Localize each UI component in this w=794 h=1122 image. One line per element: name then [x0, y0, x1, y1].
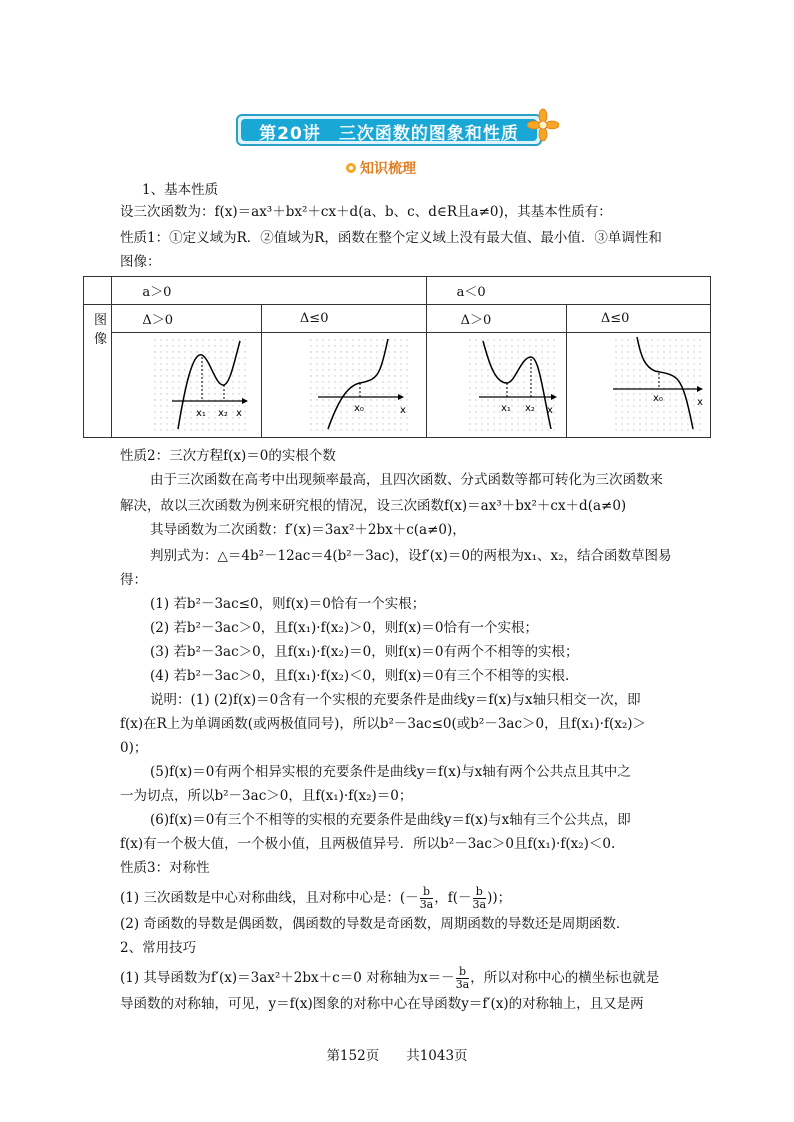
discriminant-line-2: 得： [120, 572, 147, 588]
label-x: x [236, 408, 243, 419]
label-x1: x₁ [196, 408, 207, 419]
label-x2: x₂ [218, 408, 229, 419]
symmetry-center-line [120, 886, 511, 911]
header-delta-le-1: Δ≤0 [261, 305, 426, 333]
header-a-positive: a＞0 [112, 277, 426, 305]
fraction-denominator: 3a [472, 898, 487, 911]
symmetry-text-c: ))； [487, 890, 512, 906]
graph-cell-3 [426, 333, 566, 438]
note-line-5: 一为切点，所以b²－3ac＞0，且f(x₁)·f(x₂)＝0； [120, 788, 413, 804]
header-delta-pos-2: Δ＞0 [426, 305, 566, 333]
header-delta-le-2: Δ≤0 [566, 305, 710, 333]
fraction-b-3a-3 [456, 966, 470, 991]
label-x: x [696, 397, 703, 408]
case-4: (4) 若b²－3ac＞0，且f(x₁)·f(x₂)＜0，则f(x)＝0有三个不相等的实根. [150, 668, 570, 684]
note-line-2: f(x)在R上为单调函数(或两极值同号)，所以b²－3ac≤0(或b²－3ac＞0，且f(x₁)·f(x₂)＞ [120, 716, 647, 732]
graph-a-pos-delta-pos [112, 333, 256, 437]
section-icon [344, 160, 358, 179]
property-2-text-1: 由于三次函数在高考中出现频率最高，且四次函数、分式函数等都可转化为三次函数来 [150, 472, 663, 488]
symmetry-text-b: ，f(－ [434, 890, 472, 906]
fraction-numerator: b [420, 886, 434, 899]
heading-basic-properties: 1、基本性质 [142, 182, 219, 198]
label-x: x [546, 405, 553, 416]
label-x2: x₂ [524, 403, 535, 414]
note-line-7: f(x)有一个极大值，一个极小值，且两极值异号．所以b²－3ac＞0且f(x₁)·f(x₂)＜0. [120, 836, 616, 852]
note-line-4: (5)f(x)＝0有两个相异实根的充要条件是曲线y＝f(x)与x轴有两个公共点且其中之 [150, 764, 631, 780]
row-label-graph: 图像 [84, 305, 112, 438]
label-x1: x₁ [500, 403, 511, 414]
property-3-title: 性质3：对称性 [120, 860, 210, 876]
label-x0: x₀ [353, 403, 364, 414]
derivative-line: 其导函数为二次函数：f′(x)＝3ax²＋2bx＋c(a≠0)， [150, 522, 466, 538]
note-line-6: (6)f(x)＝0有三个不相等的实根的充要条件是曲线y＝f(x)与x轴有三个公共点，即 [150, 812, 631, 828]
tip-1-line-1 [120, 966, 659, 991]
fraction-numerator: b [473, 886, 487, 899]
tip-text-b: ，所以对称中心的横坐标也就是 [470, 970, 660, 986]
property-1-line2: 图像： [120, 254, 161, 270]
fraction-denominator: 3a [419, 898, 434, 911]
property-2-text-2: 解决，故以三次函数为例来研究根的情况，设三次函数f(x)＝ax³＋bx²＋cx＋d(a≠0) [120, 498, 627, 514]
table-corner [84, 277, 112, 305]
case-1: (1) 若b²－3ac≤0，则f(x)＝0恰有一个实根； [150, 596, 426, 612]
graph-a-pos-delta-le [262, 333, 420, 437]
chapter-banner [236, 114, 542, 146]
graph-table [83, 276, 711, 438]
tips-title: 2、常用技巧 [120, 940, 197, 956]
graph-cell-4 [566, 333, 710, 438]
note-line-1: 说明：(1) (2)f(x)＝0含有一个实根的充要条件是曲线y＝f(x)与x轴只相交一次，即 [150, 692, 641, 708]
graph-cell-1 [112, 333, 262, 438]
graph-cell-2 [261, 333, 426, 438]
tip-text-a: (1) 其导函数为f′(x)＝3ax²＋2bx＋c＝0 对称轴为x＝－ [120, 970, 455, 986]
derivative-parity-line: (2) 奇函数的导数是偶函数，偶函数的导数是奇函数，周期函数的导数还是周期函数． [120, 916, 630, 932]
fraction-numerator: b [456, 966, 470, 979]
symmetry-text-a: (1) 三次函数是中心对称曲线，且对称中心是：(－ [120, 890, 419, 906]
fraction-b-3a [420, 886, 434, 911]
section-heading: 知识梳理 [360, 161, 416, 177]
fraction-b-3a-2 [473, 886, 487, 911]
fraction-denominator: 3a [455, 978, 470, 991]
cubic-definition: 设三次函数为：f(x)＝ax³＋bx²＋cx＋d(a、b、c、d∈R且a≠0)，其基本性质有： [120, 204, 612, 220]
property-1-line1: 性质1：①定义域为R．②值域为R，函数在整个定义域上没有最大值、最小值．③单调性和 [120, 230, 662, 246]
chapter-title: 第20讲 三次函数的图象和性质 [259, 124, 519, 144]
property-2-title: 性质2：三次方程f(x)＝0的实根个数 [120, 448, 336, 464]
flower-icon [527, 108, 559, 142]
discriminant-line: 判别式为：△＝4b²－12ac＝4(b²－3ac)，设f′(x)＝0的两根为x₁、x₂，结合函数草图易 [150, 548, 672, 564]
case-2: (2) 若b²－3ac＞0，且f(x₁)·f(x₂)＞0，则f(x)＝0恰有一个实根； [150, 620, 538, 636]
header-delta-pos-1: Δ＞0 [112, 305, 262, 333]
label-x: x [399, 405, 406, 416]
tip-1-line-2: 导函数的对称轴，可见，y＝f(x)图象的对称中心在导函数y＝f′(x)的对称轴上，且又是两 [120, 996, 644, 1012]
label-x0: x₀ [652, 393, 663, 404]
graph-a-neg-delta-le [567, 333, 705, 437]
page-footer: 第152页 共1043页 [326, 1048, 468, 1064]
graph-a-neg-delta-pos [427, 333, 561, 437]
header-a-negative: a＜0 [426, 277, 710, 305]
case-3: (3) 若b²－3ac＞0，且f(x₁)·f(x₂)＝0，则f(x)＝0有两个不相等的实根； [150, 644, 579, 660]
note-line-3: 0)； [120, 740, 148, 756]
